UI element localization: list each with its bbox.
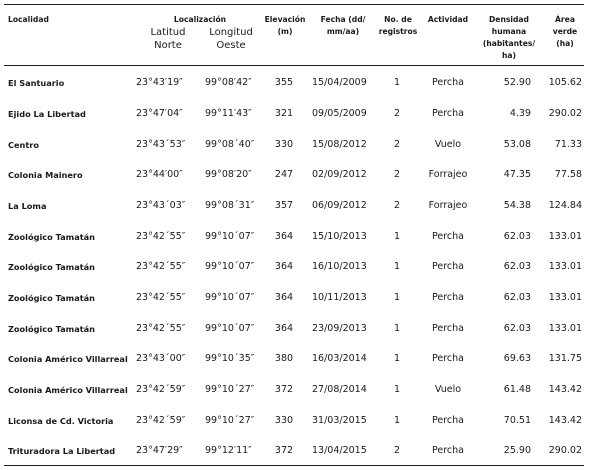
cell-fecha: 09/05/2009 [312,108,367,119]
table-row [0,230,589,244]
cell-localidad: El Santuario [8,78,65,88]
cell-longitud: 99°08´31″ [205,200,255,211]
cell-longitud: 99°12′11″ [205,445,252,456]
cell-latitud: 23°47′29″ [136,445,183,456]
header-elevacion-line2: (m) [277,27,293,36]
header-area-line2: verde [552,27,578,36]
cell-localidad: Colonia Américo Villarreal [8,385,128,395]
cell-latitud: 23°47′04″ [136,108,183,119]
cell-actividad: Percha [432,77,464,88]
cell-densidad: 4.39 [509,108,531,119]
header-elevacion-line1: Elevación [264,15,306,24]
cell-latitud: 23°42´55″ [136,231,186,242]
cell-registros: 1 [393,415,401,426]
cell-elevacion: 247 [274,169,294,180]
cell-longitud: 99°10´07″ [205,231,255,242]
cell-longitud: 99°08′42″ [205,77,252,88]
cell-registros: 2 [393,200,401,211]
cell-localidad: Liconsa de Cd. Victoria [8,416,114,426]
cell-actividad: Vuelo [434,139,462,150]
cell-actividad: Percha [432,108,464,119]
table-row [0,414,589,428]
cell-actividad: Percha [432,353,464,364]
cell-elevacion: 330 [274,415,294,426]
cell-elevacion: 364 [274,231,294,242]
cell-area: 133.01 [548,261,582,272]
cell-longitud: 99°10´07″ [205,261,255,272]
cell-densidad: 61.48 [503,384,531,395]
cell-densidad: 62.03 [503,261,531,272]
cell-actividad: Forrajeo [428,200,468,211]
cell-densidad: 47.35 [503,169,531,180]
cell-localidad: Zoológico Tamatán [8,324,95,334]
cell-elevacion: 364 [274,323,294,334]
header-registros-line1: No. de [384,15,412,24]
cell-localidad: La Loma [8,201,47,211]
table-row [0,383,589,397]
cell-actividad: Percha [432,261,464,272]
header-area-line1: Área [555,15,575,24]
cell-localidad: Centro [8,140,39,150]
table-row [0,168,589,182]
cell-actividad: Percha [432,415,464,426]
header-longitud-line1: Longitud [209,27,253,38]
cell-registros: 2 [393,108,401,119]
header-localizacion: Localización [173,15,227,24]
cell-area: 133.01 [548,292,582,303]
cell-longitud: 99°10´07″ [205,323,255,334]
cell-localidad: Zoológico Tamatán [8,293,95,303]
cell-registros: 1 [393,384,401,395]
cell-area: 290.02 [548,108,582,119]
header-densidad-line4: ha) [501,51,516,60]
header-localidad: Localidad [8,15,49,24]
cell-area: 131.75 [548,353,582,364]
cell-fecha: 31/03/2015 [312,415,367,426]
table-bottom-rule [4,465,584,466]
cell-longitud: 99°08´40″ [205,139,255,150]
header-densidad-line3: (habitantes/ [482,39,536,48]
table-row [0,138,589,152]
cell-latitud: 23°42´55″ [136,292,186,303]
cell-densidad: 52.90 [503,77,531,88]
cell-localidad: Zoológico Tamatán [8,232,95,242]
cell-longitud: 99°10´27″ [205,384,255,395]
cell-longitud: 99°10´35″ [205,353,255,364]
cell-elevacion: 330 [274,139,294,150]
table-top-rule [4,4,584,5]
cell-area: 290.02 [548,445,582,456]
cell-actividad: Percha [432,231,464,242]
cell-registros: 1 [393,231,401,242]
cell-registros: 1 [393,77,401,88]
cell-fecha: 06/09/2012 [312,200,367,211]
header-fecha-line1: Fecha (dd/ [320,15,366,24]
header-fecha-line2: mm/aa) [326,27,360,36]
header-densidad-line2: humana [491,27,527,36]
cell-densidad: 54.38 [503,200,531,211]
table-row [0,199,589,213]
cell-registros: 1 [393,323,401,334]
table-row [0,444,589,458]
cell-actividad: Percha [432,292,464,303]
header-longitud-line2: Oeste [216,40,246,51]
cell-latitud: 23°43´53″ [136,139,186,150]
cell-longitud: 99°08′20″ [205,169,252,180]
cell-fecha: 02/09/2012 [312,169,367,180]
cell-fecha: 23/09/2013 [312,323,367,334]
cell-area: 143.42 [548,415,582,426]
table-row [0,107,589,121]
cell-densidad: 25.90 [503,445,531,456]
cell-densidad: 62.03 [503,323,531,334]
cell-registros: 1 [393,261,401,272]
cell-densidad: 62.03 [503,292,531,303]
cell-fecha: 15/08/2012 [312,139,367,150]
cell-actividad: Forrajeo [428,169,468,180]
cell-localidad: Colonia Américo Villarreal [8,354,128,364]
cell-longitud: 99°10´07″ [205,292,255,303]
cell-actividad: Vuelo [434,384,462,395]
cell-densidad: 53.08 [503,139,531,150]
cell-elevacion: 372 [274,384,294,395]
cell-area: 124.84 [548,200,582,211]
cell-longitud: 99°10´27″ [205,415,255,426]
cell-registros: 2 [393,445,401,456]
header-latitud-line2: Norte [154,40,182,51]
cell-elevacion: 380 [274,353,294,364]
cell-fecha: 27/08/2014 [312,384,367,395]
cell-elevacion: 355 [274,77,294,88]
header-actividad: Actividad [427,15,469,24]
cell-registros: 2 [393,169,401,180]
cell-fecha: 16/10/2013 [312,261,367,272]
cell-densidad: 62.03 [503,231,531,242]
cell-elevacion: 364 [274,292,294,303]
cell-registros: 2 [393,139,401,150]
cell-area: 133.01 [548,323,582,334]
cell-localidad: Ejido La Libertad [8,109,86,119]
cell-latitud: 23°42´55″ [136,323,186,334]
cell-latitud: 23°43´03″ [136,200,186,211]
cell-longitud: 99°11′43″ [205,108,252,119]
cell-latitud: 23°44′00″ [136,169,183,180]
cell-fecha: 15/04/2009 [312,77,367,88]
cell-elevacion: 364 [274,261,294,272]
cell-registros: 1 [393,353,401,364]
table-row [0,291,589,305]
header-densidad-line1: Densidad [489,15,529,24]
cell-elevacion: 357 [274,200,294,211]
header-area-line3: (ha) [556,39,574,48]
header-registros-line2: registros [378,27,418,36]
cell-latitud: 23°43´00″ [136,353,186,364]
cell-area: 77.58 [554,169,582,180]
cell-latitud: 23°42´59″ [136,415,186,426]
header-latitud-line1: Latitud [150,27,186,38]
table-row [0,76,589,90]
cell-localidad: Trituradora La Libertad [8,446,116,456]
cell-latitud: 23°42´55″ [136,261,186,272]
table-row [0,322,589,336]
cell-elevacion: 372 [274,445,294,456]
table-row [0,352,589,366]
cell-densidad: 69.63 [503,353,531,364]
cell-localidad: Zoológico Tamatán [8,262,95,272]
cell-fecha: 10/11/2013 [312,292,367,303]
table-header-rule [4,65,584,66]
cell-fecha: 13/04/2015 [312,445,367,456]
table-row [0,260,589,274]
cell-area: 133.01 [548,231,582,242]
cell-fecha: 15/10/2013 [312,231,367,242]
cell-fecha: 16/03/2014 [312,353,367,364]
cell-localidad: Colonia Mainero [8,170,83,180]
cell-densidad: 70.51 [503,415,531,426]
cell-latitud: 23°43′19″ [136,77,183,88]
cell-actividad: Percha [432,323,464,334]
cell-latitud: 23°42´59″ [136,384,186,395]
cell-registros: 1 [393,292,401,303]
cell-area: 105.62 [548,77,582,88]
cell-area: 143.42 [548,384,582,395]
cell-actividad: Percha [432,445,464,456]
cell-area: 71.33 [554,139,582,150]
cell-elevacion: 321 [274,108,294,119]
